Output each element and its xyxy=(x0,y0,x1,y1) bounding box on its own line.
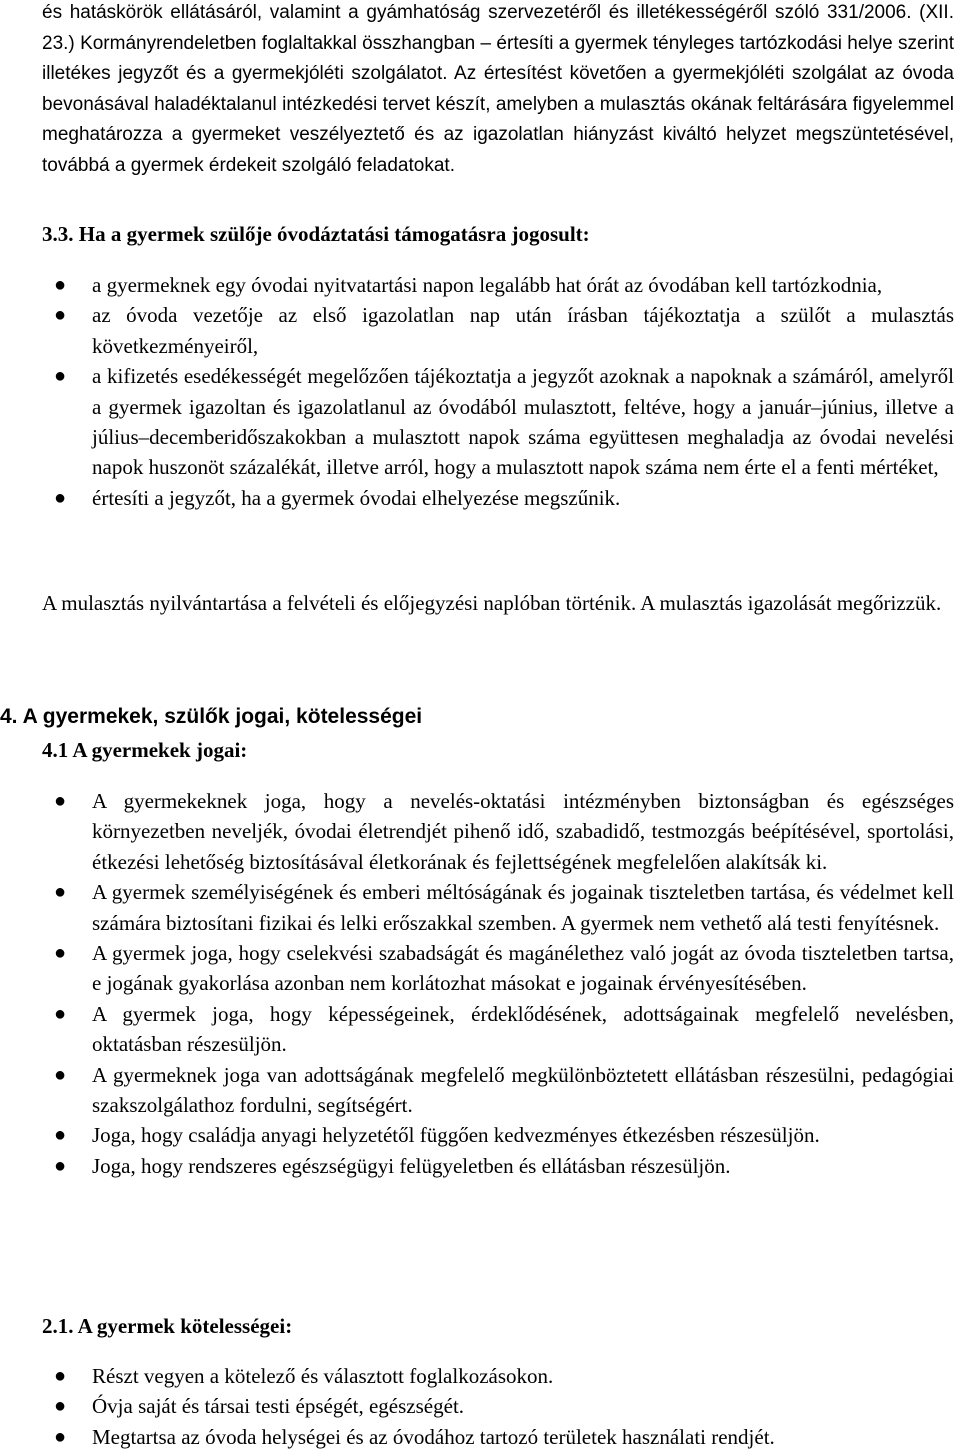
bullet-icon: ● xyxy=(54,486,67,509)
list-item: ● az óvoda vezetője az első igazolatlan nap után írásban tájékoztatja a szülőt a mulasztás következményeiről, xyxy=(42,300,954,361)
list-item: ● A gyermek személyiségének és emberi méltóságának és jogainak tiszteletben tartása, és védelmet kell számára biztosítani fizikai és lelki erőszakkal szemben. A gyermek nem vethető alá testi fenyítésnek. xyxy=(42,877,954,938)
list-item: ● Óvja saját és társai testi épségét, egészségét. xyxy=(42,1391,954,1421)
list-item: ● Joga, hogy rendszeres egészségügyi felügyeletben és ellátásban részesüljön. xyxy=(42,1151,954,1181)
list-item: ● A gyermek joga, hogy képességeinek, érdeklődésének, adottságainak megfelelő nevelésben, oktatásban részesüljön. xyxy=(42,999,954,1060)
list-item: ● értesíti a jegyzőt, ha a gyermek óvodai elhelyezése megszűnik. xyxy=(42,483,954,513)
bullet-icon: ● xyxy=(54,304,67,327)
section-4-1-heading: 4.1 A gyermekek jogai: xyxy=(42,738,248,762)
bullet-icon: ● xyxy=(54,790,67,812)
list-item: ● Joga, hogy családja anyagi helyzetétől függően kedvezményes étkezésben részesüljön. xyxy=(42,1120,954,1150)
section-3-3-list xyxy=(42,270,954,513)
bullet-icon: ● xyxy=(54,1154,67,1177)
section-4-heading: 4. A gyermekek, szülők jogai, kötelességei xyxy=(0,705,423,728)
list-item: ● A gyermeknek joga van adottságának megfelelő megkülönböztetett ellátásban részesülni, pedagógiai szakszolgálathoz fordulni, segítségért. xyxy=(42,1060,954,1121)
bullet-icon: ● xyxy=(54,1002,67,1025)
bullet-icon: ● xyxy=(54,942,67,965)
section-2-1-heading: 2.1. A gyermek kötelességei: xyxy=(42,1314,293,1338)
bullet-icon: ● xyxy=(54,1425,67,1448)
bullet-icon: ● xyxy=(54,1063,67,1086)
bullet-icon: ● xyxy=(54,1395,67,1418)
duties-list xyxy=(42,1361,954,1452)
list-item: ● Megtartsa az óvoda helységei és az óvodához tartozó területek használati rendjét. xyxy=(42,1422,954,1452)
mulasztas-paragraph: A mulasztás nyilvántartása a felvételi és előjegyzési naplóban történik. A mulasztás igazolását megőrizzük. xyxy=(42,591,942,615)
section-3-3-heading: 3.3. Ha a gyermek szülője óvodáztatási támogatásra jogosult: xyxy=(42,222,590,246)
bullet-icon: ● xyxy=(54,274,67,296)
bullet-icon: ● xyxy=(54,1124,67,1147)
bullet-icon: ● xyxy=(54,365,67,388)
intro-paragraph: és hatáskörök ellátásáról, valamint a gyámhatóság szervezetéről és illetékességéről szóló 331/2006. (XII. 23.) Kormányrendeletben foglaltakkal összhangban – értesíti a gyermek tényleges tartózkodási helye szerint illetékes jegyzőt és a gyermekjóléti szolgálatot. Az értesítést követően a gyermekjóléti szolgálat az óvoda bevonásával haladéktalanul intézkedési tervet készít, amelyben a mulasztás okának feltárására figyelemmel meghatározza a gyermeket veszélyeztető és az igazolatlan hiányzást kiváltó helyzet megszüntetésével, továbbá a gyermek érdekeit szolgáló feladatokat. xyxy=(42,2,954,176)
list-item: ● a gyermeknek egy óvodai nyitvatartási napon legalább hat órát az óvodában kell tartózkodnia, xyxy=(42,270,954,300)
list-item: ● A gyermek joga, hogy cselekvési szabadságát és magánélethez való jogát az óvoda tiszteletben tartsa, e jogának gyakorlása azonban nem korlátozhat másokat e jogainak érvényesítésében. xyxy=(42,938,954,999)
list-item: ● A gyermekeknek joga, hogy a nevelés-oktatási intézményben biztonságban és egészséges környezetben neveljék, óvodai életrendjét pihenő idő, szabadidő, testmozgás beépítésével, sportolási, étkezési lehetőség biztosításával életkorának és fejlettségének megfelelően alakítsák ki. xyxy=(42,786,954,877)
list-item: ● Részt vegyen a kötelező és választott foglalkozásokon. xyxy=(42,1361,954,1391)
rights-list xyxy=(42,786,954,1181)
bullet-icon: ● xyxy=(54,881,67,904)
bullet-icon: ● xyxy=(54,1365,67,1387)
list-item: ● a kifizetés esedékességét megelőzően tájékoztatja a jegyzőt azoknak a napoknak a számáról, amelyről a gyermek igazoltan és igazolatlanul az óvodából mulasztott, feltéve, hogy a január–június, illetve a július–decemberidőszakokban a mulasztott napok száma együttesen meghaladja az óvodai nevelési napok huszonöt százalékát, illetve arról, hogy a mulasztott napok száma nem érte el a fenti mértéket, xyxy=(42,361,954,483)
